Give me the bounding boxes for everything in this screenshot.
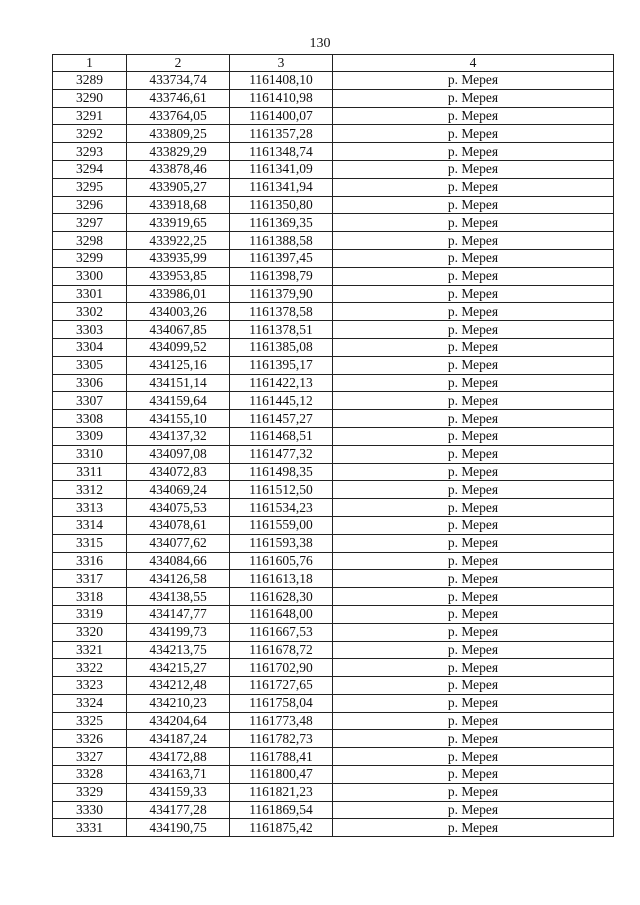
- point-number-cell: 3318: [53, 588, 127, 606]
- point-number-cell: 3309: [53, 427, 127, 445]
- x-coordinate-cell: 434159,64: [127, 392, 230, 410]
- column-header-2: 2: [127, 55, 230, 72]
- y-coordinate-cell: 1161534,23: [230, 499, 333, 517]
- x-coordinate-cell: 434078,61: [127, 516, 230, 534]
- x-coordinate-cell: 434187,24: [127, 730, 230, 748]
- description-cell: р. Мерея: [333, 677, 614, 695]
- x-coordinate-cell: 433953,85: [127, 267, 230, 285]
- description-cell: р. Мерея: [333, 694, 614, 712]
- description-cell: р. Мерея: [333, 534, 614, 552]
- x-coordinate-cell: 434072,83: [127, 463, 230, 481]
- point-number-cell: 3331: [53, 819, 127, 837]
- y-coordinate-cell: 1161821,23: [230, 783, 333, 801]
- x-coordinate-cell: 434137,32: [127, 427, 230, 445]
- point-number-cell: 3330: [53, 801, 127, 819]
- table-row: [53, 196, 614, 214]
- point-number-cell: 3297: [53, 214, 127, 232]
- column-header-1: 1: [53, 55, 127, 72]
- description-cell: р. Мерея: [333, 89, 614, 107]
- table-row: [53, 552, 614, 570]
- description-cell: р. Мерея: [333, 730, 614, 748]
- point-number-cell: 3291: [53, 107, 127, 125]
- table-row: [53, 783, 614, 801]
- y-coordinate-cell: 1161605,76: [230, 552, 333, 570]
- point-number-cell: 3327: [53, 748, 127, 766]
- table-row: [53, 712, 614, 730]
- point-number-cell: 3303: [53, 321, 127, 339]
- description-cell: р. Мерея: [333, 143, 614, 161]
- coordinates-table: [52, 54, 614, 837]
- point-number-cell: 3315: [53, 534, 127, 552]
- description-cell: р. Мерея: [333, 783, 614, 801]
- x-coordinate-cell: 434177,28: [127, 801, 230, 819]
- x-coordinate-cell: 434097,08: [127, 445, 230, 463]
- description-cell: р. Мерея: [333, 499, 614, 517]
- y-coordinate-cell: 1161378,51: [230, 321, 333, 339]
- table-header-row: [53, 55, 614, 72]
- y-coordinate-cell: 1161379,90: [230, 285, 333, 303]
- table-row: [53, 748, 614, 766]
- description-cell: р. Мерея: [333, 552, 614, 570]
- description-cell: р. Мерея: [333, 410, 614, 428]
- point-number-cell: 3308: [53, 410, 127, 428]
- y-coordinate-cell: 1161788,41: [230, 748, 333, 766]
- table-row: [53, 249, 614, 267]
- point-number-cell: 3321: [53, 641, 127, 659]
- description-cell: р. Мерея: [333, 748, 614, 766]
- x-coordinate-cell: 433829,29: [127, 143, 230, 161]
- table-row: [53, 214, 614, 232]
- point-number-cell: 3311: [53, 463, 127, 481]
- y-coordinate-cell: 1161869,54: [230, 801, 333, 819]
- table-row: [53, 605, 614, 623]
- table-row: [53, 766, 614, 784]
- point-number-cell: 3290: [53, 89, 127, 107]
- table-body: [53, 72, 614, 837]
- x-coordinate-cell: 434084,66: [127, 552, 230, 570]
- table-row: [53, 392, 614, 410]
- y-coordinate-cell: 1161388,58: [230, 232, 333, 250]
- y-coordinate-cell: 1161559,00: [230, 516, 333, 534]
- table-row: [53, 125, 614, 143]
- x-coordinate-cell: 434215,27: [127, 659, 230, 677]
- table-row: [53, 659, 614, 677]
- y-coordinate-cell: 1161667,53: [230, 623, 333, 641]
- table-row: [53, 107, 614, 125]
- description-cell: р. Мерея: [333, 72, 614, 90]
- y-coordinate-cell: 1161395,17: [230, 356, 333, 374]
- table-row: [53, 72, 614, 90]
- x-coordinate-cell: 433809,25: [127, 125, 230, 143]
- y-coordinate-cell: 1161512,50: [230, 481, 333, 499]
- point-number-cell: 3310: [53, 445, 127, 463]
- y-coordinate-cell: 1161773,48: [230, 712, 333, 730]
- x-coordinate-cell: 434151,14: [127, 374, 230, 392]
- x-coordinate-cell: 434125,16: [127, 356, 230, 374]
- description-cell: р. Мерея: [333, 196, 614, 214]
- table-row: [53, 89, 614, 107]
- x-coordinate-cell: 433878,46: [127, 160, 230, 178]
- x-coordinate-cell: 434210,23: [127, 694, 230, 712]
- table-row: [53, 232, 614, 250]
- y-coordinate-cell: 1161800,47: [230, 766, 333, 784]
- point-number-cell: 3325: [53, 712, 127, 730]
- table-row: [53, 623, 614, 641]
- x-coordinate-cell: 434147,77: [127, 605, 230, 623]
- x-coordinate-cell: 434213,75: [127, 641, 230, 659]
- table-row: [53, 285, 614, 303]
- x-coordinate-cell: 433922,25: [127, 232, 230, 250]
- table-row: [53, 819, 614, 837]
- y-coordinate-cell: 1161702,90: [230, 659, 333, 677]
- point-number-cell: 3314: [53, 516, 127, 534]
- description-cell: р. Мерея: [333, 641, 614, 659]
- y-coordinate-cell: 1161400,07: [230, 107, 333, 125]
- y-coordinate-cell: 1161727,65: [230, 677, 333, 695]
- x-coordinate-cell: 433919,65: [127, 214, 230, 232]
- description-cell: р. Мерея: [333, 214, 614, 232]
- point-number-cell: 3299: [53, 249, 127, 267]
- y-coordinate-cell: 1161648,00: [230, 605, 333, 623]
- x-coordinate-cell: 434099,52: [127, 338, 230, 356]
- column-header-4: 4: [333, 55, 614, 72]
- point-number-cell: 3323: [53, 677, 127, 695]
- table-row: [53, 267, 614, 285]
- description-cell: р. Мерея: [333, 125, 614, 143]
- x-coordinate-cell: 433746,61: [127, 89, 230, 107]
- description-cell: р. Мерея: [333, 249, 614, 267]
- description-cell: р. Мерея: [333, 712, 614, 730]
- point-number-cell: 3298: [53, 232, 127, 250]
- description-cell: р. Мерея: [333, 516, 614, 534]
- y-coordinate-cell: 1161457,27: [230, 410, 333, 428]
- x-coordinate-cell: 434126,58: [127, 570, 230, 588]
- x-coordinate-cell: 433734,74: [127, 72, 230, 90]
- y-coordinate-cell: 1161369,35: [230, 214, 333, 232]
- description-cell: р. Мерея: [333, 232, 614, 250]
- table-row: [53, 374, 614, 392]
- description-cell: р. Мерея: [333, 338, 614, 356]
- table-row: [53, 534, 614, 552]
- y-coordinate-cell: 1161378,58: [230, 303, 333, 321]
- y-coordinate-cell: 1161341,09: [230, 160, 333, 178]
- x-coordinate-cell: 434075,53: [127, 499, 230, 517]
- table-row: [53, 178, 614, 196]
- y-coordinate-cell: 1161593,38: [230, 534, 333, 552]
- point-number-cell: 3304: [53, 338, 127, 356]
- description-cell: р. Мерея: [333, 303, 614, 321]
- x-coordinate-cell: 434172,88: [127, 748, 230, 766]
- point-number-cell: 3329: [53, 783, 127, 801]
- description-cell: р. Мерея: [333, 321, 614, 339]
- column-header-3: 3: [230, 55, 333, 72]
- description-cell: р. Мерея: [333, 463, 614, 481]
- point-number-cell: 3320: [53, 623, 127, 641]
- x-coordinate-cell: 434190,75: [127, 819, 230, 837]
- description-cell: р. Мерея: [333, 819, 614, 837]
- y-coordinate-cell: 1161348,74: [230, 143, 333, 161]
- x-coordinate-cell: 434003,26: [127, 303, 230, 321]
- y-coordinate-cell: 1161782,73: [230, 730, 333, 748]
- x-coordinate-cell: 434212,48: [127, 677, 230, 695]
- x-coordinate-cell: 434163,71: [127, 766, 230, 784]
- y-coordinate-cell: 1161397,45: [230, 249, 333, 267]
- x-coordinate-cell: 434159,33: [127, 783, 230, 801]
- point-number-cell: 3293: [53, 143, 127, 161]
- y-coordinate-cell: 1161445,12: [230, 392, 333, 410]
- y-coordinate-cell: 1161875,42: [230, 819, 333, 837]
- y-coordinate-cell: 1161498,35: [230, 463, 333, 481]
- point-number-cell: 3295: [53, 178, 127, 196]
- point-number-cell: 3326: [53, 730, 127, 748]
- description-cell: р. Мерея: [333, 481, 614, 499]
- y-coordinate-cell: 1161385,08: [230, 338, 333, 356]
- description-cell: р. Мерея: [333, 445, 614, 463]
- point-number-cell: 3313: [53, 499, 127, 517]
- y-coordinate-cell: 1161613,18: [230, 570, 333, 588]
- table-row: [53, 481, 614, 499]
- y-coordinate-cell: 1161357,28: [230, 125, 333, 143]
- description-cell: р. Мерея: [333, 374, 614, 392]
- x-coordinate-cell: 434204,64: [127, 712, 230, 730]
- y-coordinate-cell: 1161628,30: [230, 588, 333, 606]
- x-coordinate-cell: 434067,85: [127, 321, 230, 339]
- point-number-cell: 3319: [53, 605, 127, 623]
- description-cell: р. Мерея: [333, 160, 614, 178]
- table-row: [53, 303, 614, 321]
- description-cell: р. Мерея: [333, 356, 614, 374]
- x-coordinate-cell: 433986,01: [127, 285, 230, 303]
- table-row: [53, 801, 614, 819]
- point-number-cell: 3316: [53, 552, 127, 570]
- table-row: [53, 143, 614, 161]
- y-coordinate-cell: 1161678,72: [230, 641, 333, 659]
- table-row: [53, 410, 614, 428]
- table-row: [53, 463, 614, 481]
- page-number: 130: [309, 36, 331, 51]
- x-coordinate-cell: 433764,05: [127, 107, 230, 125]
- y-coordinate-cell: 1161398,79: [230, 267, 333, 285]
- description-cell: р. Мерея: [333, 801, 614, 819]
- table-row: [53, 321, 614, 339]
- point-number-cell: 3294: [53, 160, 127, 178]
- y-coordinate-cell: 1161408,10: [230, 72, 333, 90]
- y-coordinate-cell: 1161468,51: [230, 427, 333, 445]
- y-coordinate-cell: 1161422,13: [230, 374, 333, 392]
- point-number-cell: 3305: [53, 356, 127, 374]
- table-row: [53, 641, 614, 659]
- x-coordinate-cell: 434138,55: [127, 588, 230, 606]
- y-coordinate-cell: 1161410,98: [230, 89, 333, 107]
- table-row: [53, 445, 614, 463]
- description-cell: р. Мерея: [333, 766, 614, 784]
- point-number-cell: 3301: [53, 285, 127, 303]
- table-row: [53, 338, 614, 356]
- x-coordinate-cell: 433935,99: [127, 249, 230, 267]
- x-coordinate-cell: 434077,62: [127, 534, 230, 552]
- y-coordinate-cell: 1161477,32: [230, 445, 333, 463]
- point-number-cell: 3312: [53, 481, 127, 499]
- description-cell: р. Мерея: [333, 427, 614, 445]
- point-number-cell: 3322: [53, 659, 127, 677]
- point-number-cell: 3328: [53, 766, 127, 784]
- y-coordinate-cell: 1161341,94: [230, 178, 333, 196]
- description-cell: р. Мерея: [333, 659, 614, 677]
- table-row: [53, 588, 614, 606]
- y-coordinate-cell: 1161758,04: [230, 694, 333, 712]
- description-cell: р. Мерея: [333, 605, 614, 623]
- table-row: [53, 499, 614, 517]
- x-coordinate-cell: 434069,24: [127, 481, 230, 499]
- description-cell: р. Мерея: [333, 285, 614, 303]
- description-cell: р. Мерея: [333, 623, 614, 641]
- point-number-cell: 3324: [53, 694, 127, 712]
- description-cell: р. Мерея: [333, 267, 614, 285]
- description-cell: р. Мерея: [333, 570, 614, 588]
- x-coordinate-cell: 433918,68: [127, 196, 230, 214]
- table-row: [53, 694, 614, 712]
- table-row: [53, 427, 614, 445]
- point-number-cell: 3289: [53, 72, 127, 90]
- point-number-cell: 3307: [53, 392, 127, 410]
- table-row: [53, 730, 614, 748]
- point-number-cell: 3317: [53, 570, 127, 588]
- point-number-cell: 3300: [53, 267, 127, 285]
- table-row: [53, 160, 614, 178]
- table-row: [53, 516, 614, 534]
- point-number-cell: 3296: [53, 196, 127, 214]
- description-cell: р. Мерея: [333, 178, 614, 196]
- y-coordinate-cell: 1161350,80: [230, 196, 333, 214]
- table-row: [53, 677, 614, 695]
- point-number-cell: 3302: [53, 303, 127, 321]
- description-cell: р. Мерея: [333, 588, 614, 606]
- x-coordinate-cell: 433905,27: [127, 178, 230, 196]
- point-number-cell: 3292: [53, 125, 127, 143]
- table-row: [53, 570, 614, 588]
- x-coordinate-cell: 434155,10: [127, 410, 230, 428]
- description-cell: р. Мерея: [333, 107, 614, 125]
- description-cell: р. Мерея: [333, 392, 614, 410]
- table-row: [53, 356, 614, 374]
- point-number-cell: 3306: [53, 374, 127, 392]
- x-coordinate-cell: 434199,73: [127, 623, 230, 641]
